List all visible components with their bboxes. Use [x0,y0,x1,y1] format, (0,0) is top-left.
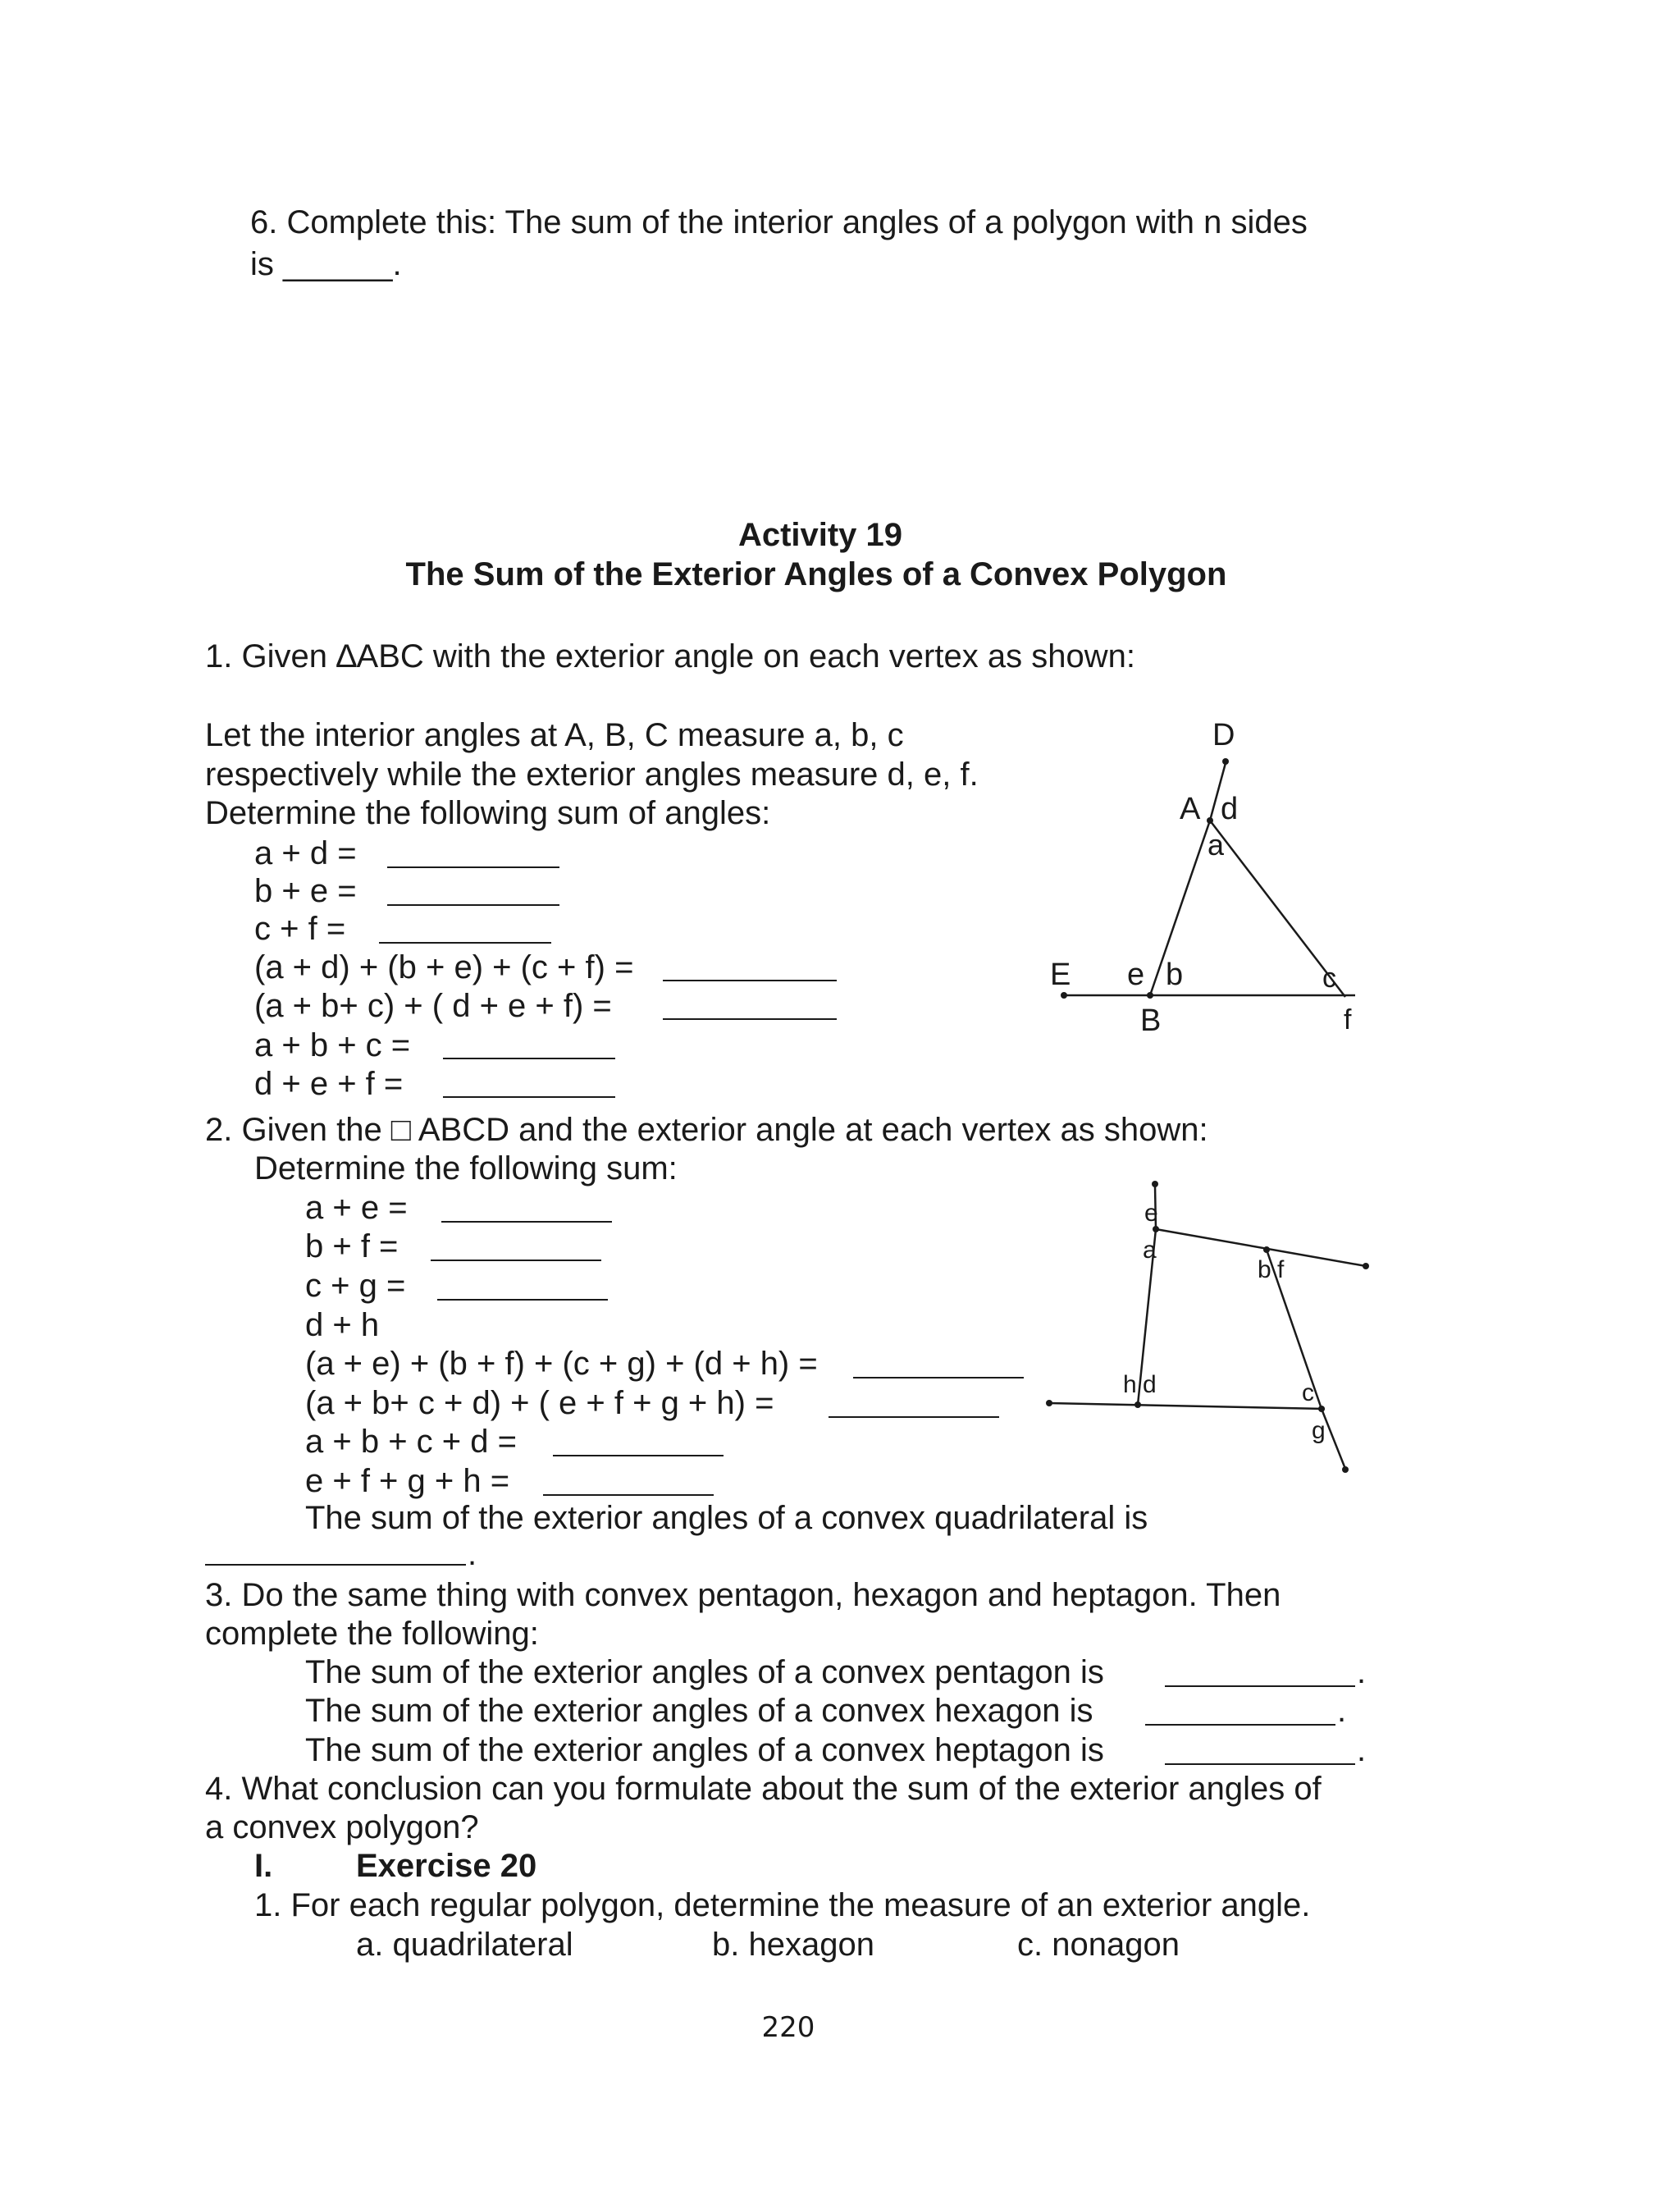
item3-heptagon: The sum of the exterior angles of a convex heptagon is [305,1732,1104,1768]
item1-sum-groups: (a + b+ c) + ( d + e + f) = [254,988,612,1024]
answer-blank[interactable] [553,1425,724,1456]
label-h: h [1123,1371,1137,1398]
item3-hexagon: The sum of the exterior angles of a convex hexagon is [305,1693,1093,1729]
point-d [1134,1401,1141,1408]
point-b [1147,992,1153,999]
answer-blank[interactable] [437,1269,608,1301]
point-a [1153,1226,1159,1232]
label-f: f [1277,1256,1285,1283]
item1-text-line: respectively while the exterior angles measure d, e, f. [205,757,979,793]
item1-text-line: Determine the following sum of angles: [205,795,771,831]
label-A: A [1180,792,1201,826]
point-right [1363,1263,1369,1269]
exercise-title: Exercise 20 [356,1848,537,1884]
item3-period: . [1337,1693,1347,1729]
answer-blank[interactable] [387,837,559,868]
item2-sum-dh: d + h [305,1307,380,1343]
item2-intro: 2. Given the □ ABCD and the exterior angle at each vertex as shown: [205,1112,1208,1148]
item2-sum-pairs: (a + e) + (b + f) + (c + g) + (d + h) = [305,1346,818,1382]
item4-line1: 4. What conclusion can you formulate about the sum of the exterior angles of [205,1771,1322,1807]
item2-sum-groups: (a + b+ c + d) + ( e + f + g + h) = [305,1385,774,1421]
label-e: e [1127,958,1145,992]
activity-subtitle: The Sum of the Exterior Angles of a Convex Polygon [405,556,1227,592]
item1-text-line: Let the interior angles at A, B, C measure a, b, c [205,717,904,753]
label-B: B [1140,1004,1162,1038]
item3-line1: 3. Do the same thing with convex pentagon, hexagon and heptagon. Then [205,1577,1281,1613]
q6-line2: is ______. [250,246,402,282]
triangle-abc-figure [1042,714,1386,1050]
label-b: b [1258,1256,1271,1283]
point-d [1222,758,1229,765]
item1-sum-be: b + e = [254,873,357,909]
label-a: a [1208,828,1225,862]
item1-sum-exterior: d + e + f = [254,1066,404,1102]
answer-blank[interactable] [441,1191,612,1223]
item2-sum-cg: c + g = [305,1268,406,1304]
label-E: E [1050,958,1071,992]
answer-blank[interactable] [853,1347,1024,1378]
item4-line2: a convex polygon? [205,1809,479,1845]
point-top [1152,1181,1158,1187]
activity-title: Activity 19 [737,517,903,553]
answer-blank[interactable] [205,1534,466,1566]
exercise-question: 1. For each regular polygon, determine the measure of an exterior angle. [254,1887,1311,1923]
point-left [1046,1400,1052,1406]
label-D: D [1212,718,1235,752]
answer-blank[interactable] [543,1465,714,1496]
page-number: 220 [761,2011,815,2044]
label-c: c [1302,1379,1314,1406]
item3-period: . [1357,1654,1367,1690]
label-b: b [1166,958,1184,992]
item1-sum-pairs: (a + d) + (b + e) + (c + f) = [254,949,634,985]
point-b [1263,1246,1270,1253]
label-c: c [1322,962,1336,994]
item1-sum-cf: c + f = [254,911,346,947]
item1-sum-ad: a + d = [254,835,357,871]
item2-sum-exterior: e + f + g + h = [305,1463,510,1499]
q6-line1: 6. Complete this: The sum of the interior angles of a polygon with n sides [250,204,1308,240]
point-bottom [1342,1466,1349,1473]
answer-blank[interactable] [1165,1656,1355,1687]
answer-blank[interactable] [443,1028,615,1059]
answer-blank[interactable] [663,989,837,1020]
point-c [1318,1406,1325,1412]
label-a: a [1143,1237,1157,1264]
label-d: d [1143,1371,1157,1398]
item2-sum-ae: a + e = [305,1190,408,1226]
point-a [1207,817,1213,824]
answer-blank[interactable] [1145,1694,1335,1726]
quadrilateral-abcd-figure [1038,1153,1390,1485]
item3-line2: complete the following: [205,1616,539,1652]
item3-pentagon: The sum of the exterior angles of a convex pentagon is [305,1654,1104,1690]
label-d: d [1221,792,1239,826]
item1-sum-interior: a + b + c = [254,1027,411,1063]
item1-intro: 1. Given ∆ABC with the exterior angle on each vertex as shown: [205,638,1135,674]
item2-sum-interior: a + b + c + d = [305,1424,517,1460]
side-dc-line [1049,1403,1325,1409]
item3-period: . [1357,1732,1367,1768]
exercise-option-a: a. quadrilateral [356,1927,573,1963]
label-g: g [1312,1417,1326,1444]
item2-conclusion-period: . [468,1536,477,1572]
exercise-roman: I. [254,1848,273,1884]
item2-sum-bf: b + f = [305,1228,399,1264]
answer-blank[interactable] [829,1387,999,1418]
point-e [1061,992,1067,999]
answer-blank[interactable] [443,1067,615,1098]
label-f: f [1344,1004,1352,1036]
answer-blank[interactable] [431,1230,601,1261]
exercise-option-b: b. hexagon [712,1927,874,1963]
item2-determine: Determine the following sum: [254,1150,678,1186]
answer-blank[interactable] [379,912,551,944]
label-e: e [1144,1200,1158,1227]
answer-blank[interactable] [1165,1734,1355,1765]
answer-blank[interactable] [663,950,837,981]
item2-conclusion: The sum of the exterior angles of a convex quadrilateral is [305,1500,1148,1536]
answer-blank[interactable] [387,875,559,906]
exercise-option-c: c. nonagon [1017,1927,1180,1963]
